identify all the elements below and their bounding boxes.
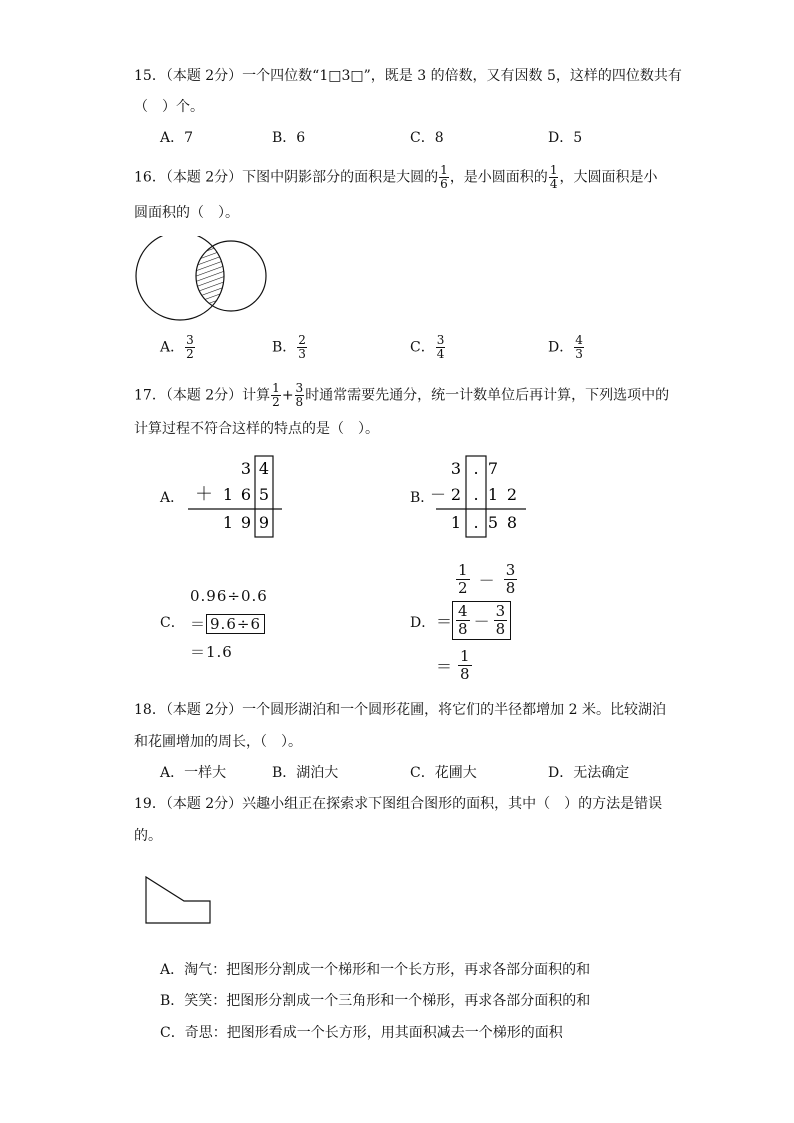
- equals-sign: ＝: [436, 657, 453, 676]
- q16-fraction-1: [439, 164, 449, 191]
- plus-sign: ＋: [195, 484, 213, 505]
- boxed-expression: [452, 601, 511, 640]
- q18-option-c[interactable]: C．花圃大: [410, 765, 477, 781]
- numerator: 3: [436, 333, 445, 347]
- q16-option-a-fraction: [185, 334, 195, 361]
- q16-option-d-fraction: [574, 334, 584, 361]
- numerator: 1: [458, 561, 468, 579]
- q15-option-a[interactable]: A．7: [160, 130, 194, 146]
- minus-sign: －: [430, 485, 447, 504]
- q17-option-d-line1: [456, 562, 517, 597]
- equals-sign: ＝: [190, 615, 207, 633]
- q17-option-b-vertical-subtraction: [430, 454, 530, 542]
- digit: 1: [450, 513, 462, 532]
- numerator: 3: [495, 602, 506, 620]
- denominator: 4: [436, 347, 445, 361]
- denominator: 2: [272, 395, 280, 409]
- q19-option-a[interactable]: A．淘气：把图形分割成一个梯形和一个长方形，再求各部分面积的和: [160, 962, 591, 978]
- q19-stem-line1: 19．（本题 2分）兴趣小组正在探索求下图组合图形的面积，其中（ ）的方法是错误: [134, 796, 663, 812]
- q17-fraction-2: [295, 382, 305, 409]
- q16-stem-line2: 圆面积的（ ）。: [134, 205, 239, 221]
- q19-stem-line2: 的。: [134, 828, 162, 844]
- q19-option-c[interactable]: C．奇思：把图形看成一个长方形，用其面积减去一个梯形的面积: [160, 1025, 563, 1041]
- q18-option-b[interactable]: B．湖泊大: [272, 765, 339, 781]
- minus-sign: －: [473, 612, 490, 631]
- digit: 3: [240, 459, 252, 478]
- numerator: 3: [186, 333, 194, 347]
- decimal-point: .: [473, 485, 479, 504]
- digit: 1: [222, 513, 234, 532]
- fraction: [456, 562, 470, 597]
- q17-option-c-line2: [190, 613, 265, 634]
- q16-circles-figure: [130, 236, 275, 328]
- q16-option-b-label: B．: [272, 339, 297, 356]
- numerator: 1: [272, 381, 280, 395]
- denominator: 8: [295, 395, 304, 409]
- denominator: 8: [505, 579, 516, 597]
- q17-option-c-line3: ＝1.6: [190, 643, 233, 661]
- digit: 7: [487, 459, 499, 478]
- fraction: [504, 562, 518, 597]
- fraction: [458, 648, 472, 683]
- q16-text-part1: 16．（本题 2分）下图中阴影部分的面积是大圆的: [134, 169, 439, 186]
- q16-stem-line1: [134, 164, 657, 191]
- q17-option-d-label[interactable]: D．: [410, 615, 436, 631]
- q17-stem-line2: 计算过程不符合这样的特点的是（ ）。: [134, 421, 379, 437]
- digit: 1: [222, 485, 234, 504]
- q16-option-c-fraction: [436, 334, 446, 361]
- digit: 5: [258, 485, 270, 504]
- q17-text-part2: 时通常需要先通分，统一计数单位后再计算，下列选项中的: [305, 387, 670, 404]
- digit: 6: [240, 485, 252, 504]
- decimal-point: .: [473, 459, 479, 478]
- q16-frac2-numerator: 1: [549, 163, 558, 177]
- numerator: 4: [575, 333, 583, 347]
- q16-option-c[interactable]: [410, 334, 446, 361]
- composite-shape-outline: [146, 877, 210, 923]
- q18-option-d[interactable]: D．无法确定: [548, 765, 630, 781]
- q17-option-b-label[interactable]: B．: [410, 490, 435, 506]
- q16-frac2-denominator: 4: [549, 177, 558, 191]
- digit: 8: [506, 513, 518, 532]
- digit: 4: [258, 459, 270, 478]
- q16-option-d[interactable]: [548, 334, 585, 361]
- q15-stem-line1: 15．（本题 2分）一个四位数“1□3□”，既是 3 的倍数，又有因数 5，这样的四位数共有: [134, 68, 682, 84]
- q15-stem-line2: （ ）个。: [134, 99, 204, 115]
- q16-frac1-denominator: 6: [440, 177, 448, 191]
- q16-option-c-label: C．: [410, 339, 435, 356]
- denominator: 2: [186, 347, 194, 361]
- digit: 2: [450, 485, 462, 504]
- q17-option-d-line2: [436, 601, 511, 640]
- q17-option-c-label[interactable]: C．: [160, 615, 185, 631]
- denominator: 8: [495, 620, 506, 638]
- q17-plus: +: [281, 387, 294, 404]
- q19-composite-shape-figure: [140, 870, 218, 928]
- q16-option-b[interactable]: [272, 334, 308, 361]
- numerator: 1: [460, 647, 470, 665]
- q16-text-part3: ，大圆面积是小: [559, 169, 658, 186]
- q17-fraction-1: [271, 382, 281, 409]
- q16-option-a-label: A．: [160, 339, 185, 356]
- digit: 9: [240, 513, 252, 532]
- q18-stem-line2: 和花圃增加的周长，（ ）。: [134, 734, 302, 750]
- q17-stem-line1: [134, 382, 669, 409]
- denominator: 8: [458, 620, 468, 638]
- q16-option-a[interactable]: [160, 334, 196, 361]
- q16-text-part2: ，是小圆面积的: [449, 169, 548, 186]
- q15-option-d[interactable]: D．5: [548, 130, 583, 146]
- numerator: 3: [295, 381, 304, 395]
- q18-stem-line1: 18．（本题 2分）一个圆形湖泊和一个圆形花圃，将它们的半径都增加 2 米。比较湖泊: [134, 702, 666, 718]
- q15-option-b[interactable]: B．6: [272, 130, 306, 146]
- q19-option-b[interactable]: B．笑笑：把图形分割成一个三角形和一个梯形，再求各部分面积的和: [160, 993, 591, 1009]
- digit: 2: [506, 485, 518, 504]
- digit: 1: [487, 485, 499, 504]
- q17-text-part1: 17．（本题 2分）计算: [134, 387, 271, 404]
- equals-sign: ＝: [436, 612, 453, 631]
- fraction: [456, 603, 470, 638]
- denominator: 8: [460, 665, 470, 683]
- numerator: 3: [505, 561, 516, 579]
- denominator: 2: [458, 579, 468, 597]
- q17-option-d-line3: [436, 648, 472, 683]
- q15-option-c[interactable]: C．8: [410, 130, 444, 146]
- q16-frac1-numerator: 1: [440, 163, 448, 177]
- denominator: 3: [575, 347, 583, 361]
- digit: 3: [450, 459, 462, 478]
- q17-option-c-line1: 0.96÷0.6: [190, 587, 268, 605]
- denominator: 3: [298, 347, 306, 361]
- numerator: 2: [298, 333, 306, 347]
- digit: 5: [487, 513, 499, 532]
- q16-option-d-label: D．: [548, 339, 574, 356]
- q17-option-a-label[interactable]: A．: [160, 490, 185, 506]
- decimal-point: .: [473, 513, 479, 532]
- boxed-expression: 9.6÷6: [206, 614, 265, 634]
- q16-option-b-fraction: [297, 334, 307, 361]
- digit: 9: [258, 513, 270, 532]
- q16-fraction-2: [549, 164, 559, 191]
- minus-sign: －: [478, 571, 495, 590]
- numerator: 4: [458, 602, 468, 620]
- q18-option-a[interactable]: A．一样大: [160, 765, 227, 781]
- fraction: [494, 603, 508, 638]
- q17-option-a-vertical-addition: [186, 454, 286, 542]
